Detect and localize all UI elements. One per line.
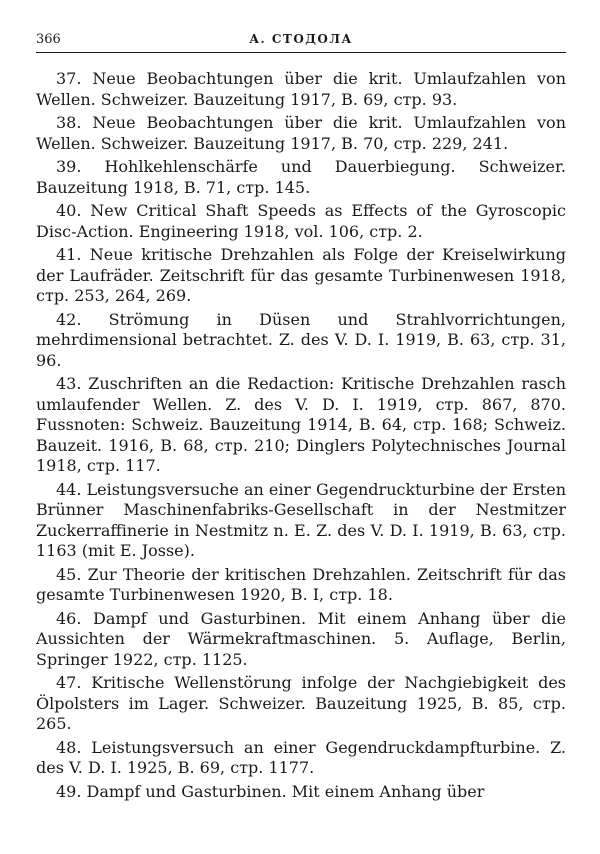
bibliography-entry: 40. New Critical Shaft Speeds as Effects of the Gyroscopic Disc-Action. Engineering 1918, vol. 106, стр. 2. [36,201,566,241]
bibliography-entry: 44. Leistungsversuche an einer Gegendruckturbine der Ersten Brünner Maschinenfabriks-Gesellschaft in der Nestmitzer Zuckerraffinerie in Nestmitz n. E. Z. des V. D. I. 1919, B. 63, стр. 1163 (mit E. Josse). [36,479,566,560]
page-number: 366 [36,32,61,47]
page-header [36,30,566,53]
bibliography-entry: 46. Dampf und Gasturbinen. Mit einem Anhang über die Aussichten der Wärmekraftmaschinen. 5. Auflage, Berlin, Springer 1922, стр. 1125. [36,608,566,669]
bibliography-entry: 41. Neue kritische Drehzahlen als Folge der Kreiselwirkung der Laufräder. Zeitschrift für das gesamte Turbinenwesen 1918, стр. 253, 264, 269. [36,245,566,305]
bibliography-entry: 49. Dampf und Gasturbinen. Mit einem Anhang über [56,781,485,801]
bibliography-entry: 42. Strömung in Düsen und Strahlvorrichtungen, mehrdimensional betrachtet. Z. des V. D. I. 1919, B. 63, стр. 31, 96. [36,309,566,370]
bibliography-entry: 48. Leistungsversuch an einer Gegendruckdampfturbine. Z. des V. D. I. 1925, B. 69, стр. 1177. [36,737,566,777]
book-page [36,30,566,805]
bibliography-entry: 37. Neue Beobachtungen über die krit. Umlaufzahlen von Wellen. Schweizer. Bauzeitung 1917, B. 69, стр. 93. [36,69,566,109]
running-head: А. СТОДОЛА [249,32,353,46]
bibliography-entry: 43. Zuschriften an die Redaction: Kritische Drehzahlen rasch umlaufender Wellen. Z. des V. D. I. 1919, стр. 867, 870. Fussnoten: Schweiz. Bauzeitung 1914, B. 64, стр. 168; Schweiz. Bauzeit. 1916, B. 68, стр. 210; Dinglers Polytechnisches Journal 1918, стр. 117. [36,374,566,475]
bibliography-entry: 47. Kritische Wellenstörung infolge der Nachgiebigkeit des Ölpolsters im Lager. Schweizer. Bauzeitung 1925, B. 85, стр. 265. [36,673,566,733]
bibliography-entry: 39. Hohlkehlenschärfe und Dauerbiegung. Schweizer. Bauzeitung 1918, B. 71, стр. 145. [36,157,566,197]
bibliography-entry: 45. Zur Theorie der kritischen Drehzahlen. Zeitschrift für das gesamte Turbinenwesen 1920, B. I, стр. 18. [36,564,566,604]
bibliography-entry: 38. Neue Beobachtungen über die krit. Umlaufzahlen von Wellen. Schweizer. Bauzeitung 1917, B. 70, стр. 229, 241. [36,113,566,153]
bibliography-list [36,69,566,802]
